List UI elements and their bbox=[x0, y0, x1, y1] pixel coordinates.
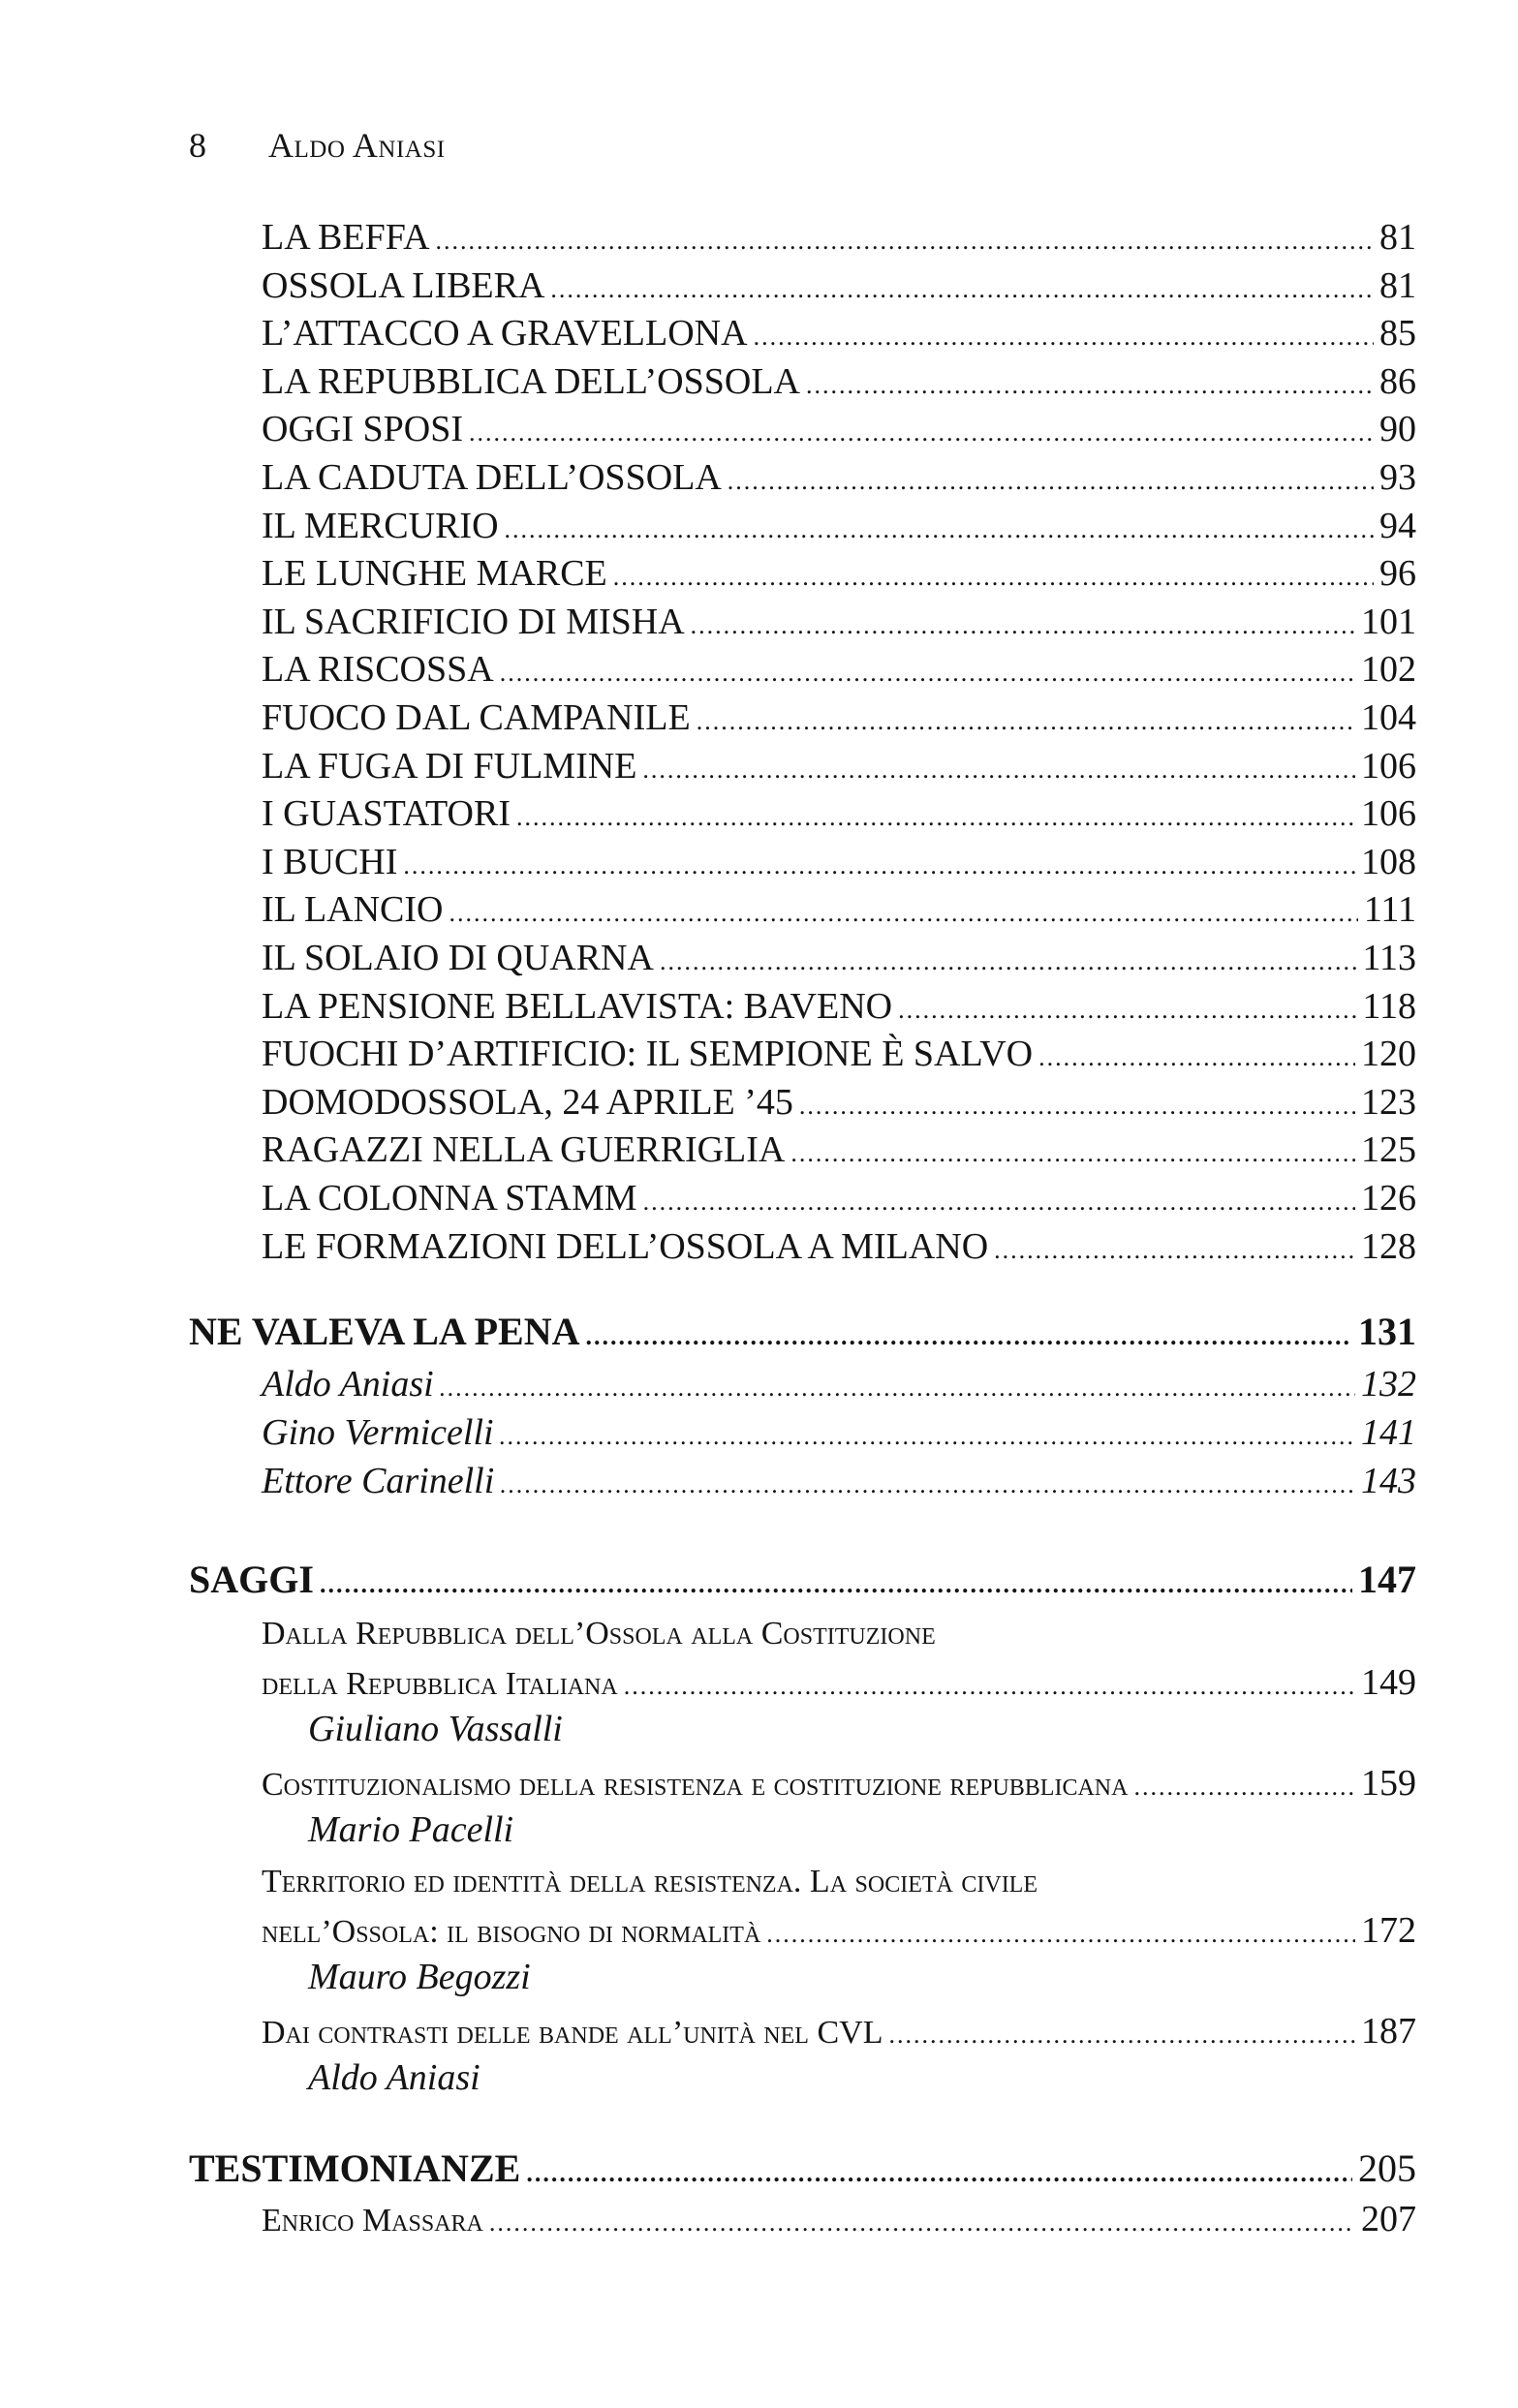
toc-entry bbox=[262, 551, 1416, 600]
leader-dots bbox=[642, 748, 1355, 792]
leader-dots bbox=[500, 1414, 1355, 1459]
running-author: Aldo Aniasi bbox=[268, 126, 446, 165]
toc-entry bbox=[262, 1127, 1416, 1176]
toc-entry bbox=[262, 1362, 1416, 1410]
essay-author: Mauro Begozzi bbox=[308, 1957, 531, 1997]
entry-title: IL MERCURIO bbox=[262, 505, 499, 546]
section-page: 205 bbox=[1358, 2146, 1416, 2190]
entry-page: 90 bbox=[1379, 409, 1416, 450]
entry-page: 93 bbox=[1379, 457, 1416, 498]
entry-page: 101 bbox=[1361, 601, 1416, 642]
entry-page: 159 bbox=[1361, 1763, 1416, 1804]
leader-dots bbox=[799, 1084, 1355, 1128]
entry-title: FUOCO DAL CAMPANILE bbox=[262, 697, 691, 738]
section-testimonianze bbox=[189, 2146, 1416, 2196]
toc-entry bbox=[262, 887, 1416, 936]
running-header bbox=[189, 124, 446, 167]
leader-dots bbox=[754, 315, 1374, 359]
section-saggi bbox=[189, 1558, 1416, 1607]
leader-dots bbox=[550, 267, 1374, 312]
toc-entry bbox=[262, 2009, 1416, 2057]
entry-title: LA RISCOSSA bbox=[262, 649, 494, 691]
entry-page: 143 bbox=[1361, 1461, 1416, 1501]
leader-dots bbox=[613, 555, 1374, 600]
toc-entry bbox=[262, 359, 1416, 408]
entry-page: 96 bbox=[1379, 553, 1416, 595]
leader-dots bbox=[643, 1180, 1355, 1224]
entry-page: 132 bbox=[1361, 1364, 1416, 1405]
entry-title: I GUASTATORI bbox=[262, 793, 511, 835]
leader-dots bbox=[489, 2201, 1355, 2245]
entry-page: 104 bbox=[1361, 697, 1416, 738]
leader-dots bbox=[320, 1562, 1352, 1607]
essay-author: Aldo Aniasi bbox=[308, 2057, 480, 2098]
leader-dots bbox=[403, 844, 1355, 888]
toc-entry bbox=[262, 1176, 1416, 1224]
section-title: NE VALEVA LA PENA bbox=[189, 1310, 580, 1353]
entry-page: 85 bbox=[1379, 313, 1416, 355]
toc-entry bbox=[262, 2197, 1416, 2245]
toc-entry bbox=[262, 936, 1416, 984]
toc-entry bbox=[262, 1224, 1416, 1273]
entry-page: 118 bbox=[1362, 985, 1416, 1027]
entry-title: Aldo Aniasi bbox=[262, 1364, 434, 1405]
leader-dots bbox=[888, 2013, 1355, 2057]
entry-title: IL LANCIO bbox=[262, 889, 444, 931]
page-number: 8 bbox=[189, 126, 206, 165]
section-title: SAGGI bbox=[189, 1558, 314, 1601]
leader-dots bbox=[500, 651, 1355, 695]
toc-entry bbox=[262, 1908, 1416, 1957]
essay-title-line: Territorio ed identità della resistenza. La società civile bbox=[262, 1864, 1038, 1899]
leader-dots bbox=[806, 363, 1374, 408]
essay-author: Mario Pacelli bbox=[308, 1809, 514, 1850]
leader-dots bbox=[691, 603, 1355, 648]
leader-dots bbox=[898, 988, 1356, 1033]
toc-entry bbox=[262, 1660, 1416, 1709]
entry-page: 120 bbox=[1361, 1034, 1416, 1075]
toc-entry bbox=[262, 504, 1416, 552]
entry-title: LA COLONNA STAMM bbox=[262, 1178, 637, 1219]
entry-title: Gino Vermicelli bbox=[262, 1412, 494, 1453]
entry-title: I BUCHI bbox=[262, 841, 398, 882]
toc-entry bbox=[262, 744, 1416, 792]
entry-page: 106 bbox=[1361, 745, 1416, 787]
entry-page: 111 bbox=[1363, 889, 1416, 931]
toc-entry bbox=[262, 791, 1416, 840]
toc-entry bbox=[262, 407, 1416, 455]
leader-dots bbox=[994, 1228, 1355, 1273]
leader-dots bbox=[624, 1664, 1355, 1709]
entry-title: IL SACRIFICIO DI MISHA bbox=[262, 601, 685, 642]
entry-title: OGGI SPOSI bbox=[262, 409, 463, 450]
leader-dots bbox=[436, 219, 1374, 263]
essay-title-line: Dalla Repubblica dell’Ossola alla Costituzione bbox=[262, 1616, 936, 1652]
toc-entry bbox=[262, 215, 1416, 263]
entry-page: 123 bbox=[1361, 1081, 1416, 1123]
entry-page: 108 bbox=[1361, 841, 1416, 882]
toc-entry bbox=[262, 1080, 1416, 1128]
entry-page: 113 bbox=[1362, 938, 1416, 978]
entry-page: 81 bbox=[1379, 217, 1416, 258]
leader-dots bbox=[766, 1912, 1355, 1957]
entry-title: RAGAZZI NELLA GUERRIGLIA bbox=[262, 1129, 786, 1171]
leader-dots bbox=[697, 699, 1355, 744]
toc-entry bbox=[262, 600, 1416, 648]
section-page: 131 bbox=[1358, 1310, 1416, 1353]
entry-page: 187 bbox=[1361, 2011, 1416, 2052]
toc-entry bbox=[262, 984, 1416, 1033]
entry-title: DOMODOSSOLA, 24 APRILE ’45 bbox=[262, 1081, 793, 1123]
leader-dots bbox=[505, 508, 1374, 552]
entry-title: LA CADUTA DELL’OSSOLA bbox=[262, 457, 722, 498]
entry-title: Costituzionalismo della resistenza e costituzione repubblicana bbox=[262, 1767, 1129, 1803]
entry-page: 106 bbox=[1361, 793, 1416, 835]
toc-entry bbox=[262, 1761, 1416, 1809]
section-title: TESTIMONIANZE bbox=[189, 2146, 521, 2190]
entry-title: Dai contrasti delle bande all’unità nel CVL bbox=[262, 2015, 883, 2051]
entry-title: IL SOLAIO DI QUARNA bbox=[262, 938, 654, 978]
leader-dots bbox=[728, 459, 1374, 504]
entry-page: 86 bbox=[1379, 360, 1416, 402]
entry-title: LA FUGA DI FULMINE bbox=[262, 745, 637, 787]
leader-dots bbox=[500, 1463, 1355, 1507]
entry-title: Ettore Carinelli bbox=[262, 1461, 495, 1501]
entry-page: 207 bbox=[1361, 2199, 1416, 2239]
entry-page: 81 bbox=[1379, 264, 1416, 306]
leader-dots bbox=[790, 1131, 1355, 1176]
essay-author: Giuliano Vassalli bbox=[308, 1709, 563, 1749]
entry-title: OSSOLA LIBERA bbox=[262, 264, 545, 306]
toc-entry bbox=[262, 263, 1416, 312]
leader-dots bbox=[516, 795, 1355, 840]
entry-title: L’ATTACCO A GRAVELLONA bbox=[262, 313, 748, 355]
entry-page: 141 bbox=[1361, 1412, 1416, 1453]
leader-dots bbox=[1133, 1765, 1355, 1809]
entry-page: 102 bbox=[1361, 649, 1416, 691]
section-ne-valeva bbox=[189, 1310, 1416, 1359]
toc-entry bbox=[262, 1032, 1416, 1080]
toc-entry bbox=[262, 647, 1416, 695]
entry-page: 128 bbox=[1361, 1225, 1416, 1267]
toc-entry bbox=[262, 311, 1416, 359]
section-page: 147 bbox=[1358, 1558, 1416, 1601]
leader-dots bbox=[449, 891, 1358, 936]
entry-page: 94 bbox=[1379, 505, 1416, 546]
entry-title: LA REPUBBLICA DELL’OSSOLA bbox=[262, 360, 800, 402]
leader-dots bbox=[585, 1314, 1352, 1359]
leader-dots bbox=[469, 411, 1374, 455]
leader-dots bbox=[526, 2151, 1352, 2196]
entry-title: Enrico Massara bbox=[262, 2203, 483, 2238]
leader-dots bbox=[1038, 1035, 1355, 1080]
entry-title: nell’Ossola: il bisogno di normalità bbox=[262, 1914, 761, 1950]
entry-title: LE LUNGHE MARCE bbox=[262, 553, 607, 595]
entry-page: 126 bbox=[1361, 1178, 1416, 1219]
toc-entry bbox=[262, 1410, 1416, 1459]
leader-dots bbox=[660, 940, 1356, 984]
entry-title: LE FORMAZIONI DELL’OSSOLA A MILANO bbox=[262, 1225, 989, 1267]
toc-entry bbox=[262, 840, 1416, 888]
toc-entry bbox=[262, 1459, 1416, 1507]
entry-title: LA PENSIONE BELLAVISTA: BAVENO bbox=[262, 985, 893, 1027]
entry-page: 125 bbox=[1361, 1129, 1416, 1171]
toc-entry bbox=[262, 695, 1416, 744]
entry-title: della Repubblica Italiana bbox=[262, 1666, 618, 1702]
leader-dots bbox=[440, 1366, 1355, 1410]
toc-entry bbox=[262, 455, 1416, 504]
entry-title: FUOCHI D’ARTIFICIO: IL SEMPIONE È SALVO bbox=[262, 1034, 1034, 1075]
entry-title: LA BEFFA bbox=[262, 217, 430, 258]
entry-page: 149 bbox=[1361, 1662, 1416, 1703]
entry-page: 172 bbox=[1361, 1910, 1416, 1951]
